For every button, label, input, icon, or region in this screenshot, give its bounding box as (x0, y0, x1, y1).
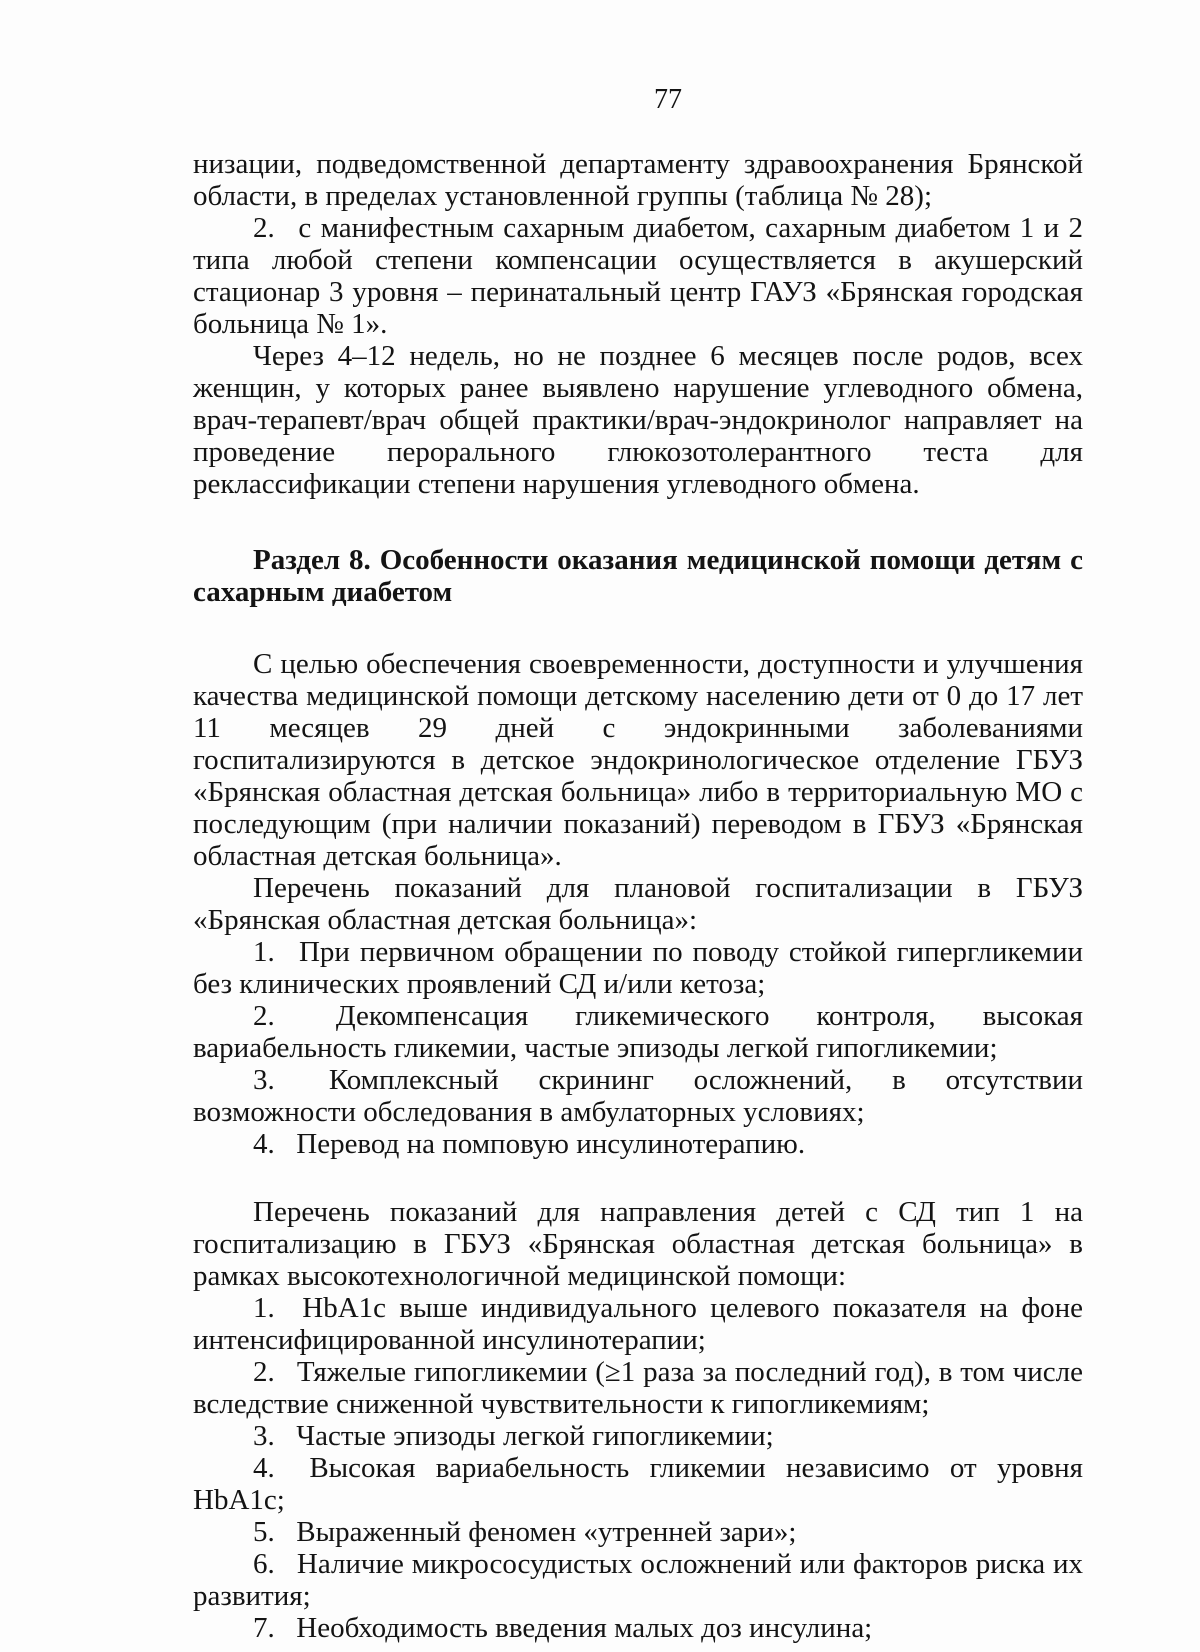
list-item (193, 936, 1083, 1000)
list-item (193, 1548, 1083, 1612)
list-number: 4. (253, 1128, 275, 1160)
list-item-text: Высокая вариабельность гликемии независимо от уровня HbA1c; (193, 1452, 1084, 1516)
list-intro: Перечень показаний для направления детей с СД тип 1 на госпитализацию в ГБУЗ «Брянская областная детская больница» в рамках высокотехнологичной медицинской помощи: (193, 1196, 1083, 1292)
list-item-text: При первичном обращении по поводу стойкой гипергликемии без клинических проявлений СД и/или кетоза; (193, 936, 1083, 1000)
list-item-text: с манифестным сахарным диабетом, сахарным диабетом 1 и 2 типа любой степени компенсации осуществляется в акушерский стационар 3 уровня – перинатальный центр ГАУЗ «Брянская городская больница № 1». (193, 212, 1083, 340)
paragraph: Через 4–12 недель, но не позднее 6 месяцев после родов, всех женщин, у которых ранее выявлено нарушение углеводного обмена, врач-терапевт/врач общей практики/врач-эндокринолог направляет на проведение перорального глюкозотолерантного теста для реклассификации степени нарушения углеводного обмена. (193, 340, 1083, 500)
list-number: 3. (253, 1420, 275, 1452)
list-number: 4. (253, 1452, 275, 1484)
list-item-text: Наличие микрососудистых осложнений или факторов риска их развития; (193, 1548, 1084, 1612)
list-item (193, 1064, 1083, 1128)
list-number: 2. (253, 212, 275, 244)
list-number: 3. (253, 1064, 275, 1096)
list-item-text: HbA1c выше индивидуального целевого показателя на фоне интенсифицированной инсулинотерапии; (193, 1292, 1084, 1356)
list-item-text: Комплексный скрининг осложнений, в отсутствии возможности обследования в амбулаторных условиях; (193, 1064, 1084, 1128)
list-number: 1. (253, 936, 275, 968)
hospitalization-indications-list (193, 936, 1083, 1160)
list-item-text: Тяжелые гипогликемии (≥1 раза за последний год), в том числе вследствие сниженной чувствительности к гипогликемиям; (193, 1356, 1083, 1420)
list-item-text: Декомпенсация гликемического контроля, высокая вариабельность гликемии, частые эпизоды легкой гипогликемии; (193, 1000, 1083, 1064)
list-number: 2. (253, 1000, 275, 1032)
list-item (193, 1128, 1083, 1160)
intro-paragraph: С целью обеспечения своевременности, доступности и улучшения качества медицинской помощи детскому населению дети от 0 до 17 лет 11 месяцев 29 дней с эндокринными заболеваниями госпитализируются в детское эндокринологическое отделение ГБУЗ «Брянская областная детская больница» либо в территориальную МО с последующим (при наличии показаний) переводом в ГБУЗ «Брянская областная детская больница». (193, 648, 1083, 872)
list-intro: Перечень показаний для плановой госпитализации в ГБУЗ «Брянская областная детская больница»: (193, 872, 1083, 936)
page-number: 77 (654, 84, 682, 115)
list-item (193, 1612, 1083, 1644)
list-item (193, 1420, 1083, 1452)
hitech-indications-list (193, 1292, 1083, 1644)
list-item (193, 1516, 1083, 1548)
document-body (193, 148, 1083, 1644)
list-item (193, 212, 1083, 340)
list-number: 1. (253, 1292, 275, 1324)
list-item-text: Частые эпизоды легкой гипогликемии; (296, 1420, 774, 1452)
list-number: 5. (253, 1516, 275, 1548)
list-item (193, 1000, 1083, 1064)
list-item-text: Перевод на помповую инсулинотерапию. (296, 1128, 806, 1160)
list-item (193, 1292, 1083, 1356)
list-item (193, 1356, 1083, 1420)
continued-paragraph: низации, подведомственной департаменту здравоохранения Брянской области, в пределах установленной группы (таблица № 28); (193, 148, 1083, 212)
section-heading: Раздел 8. Особенности оказания медицинской помощи детям с сахарным диабетом (193, 544, 1083, 608)
list-item-text: Выраженный феномен «утренней зари»; (296, 1516, 797, 1548)
list-item-text: Необходимость введения малых доз инсулина; (296, 1612, 873, 1644)
list-number: 7. (253, 1612, 275, 1644)
list-item (193, 1452, 1083, 1516)
list-number: 6. (253, 1548, 275, 1580)
list-number: 2. (253, 1356, 275, 1388)
